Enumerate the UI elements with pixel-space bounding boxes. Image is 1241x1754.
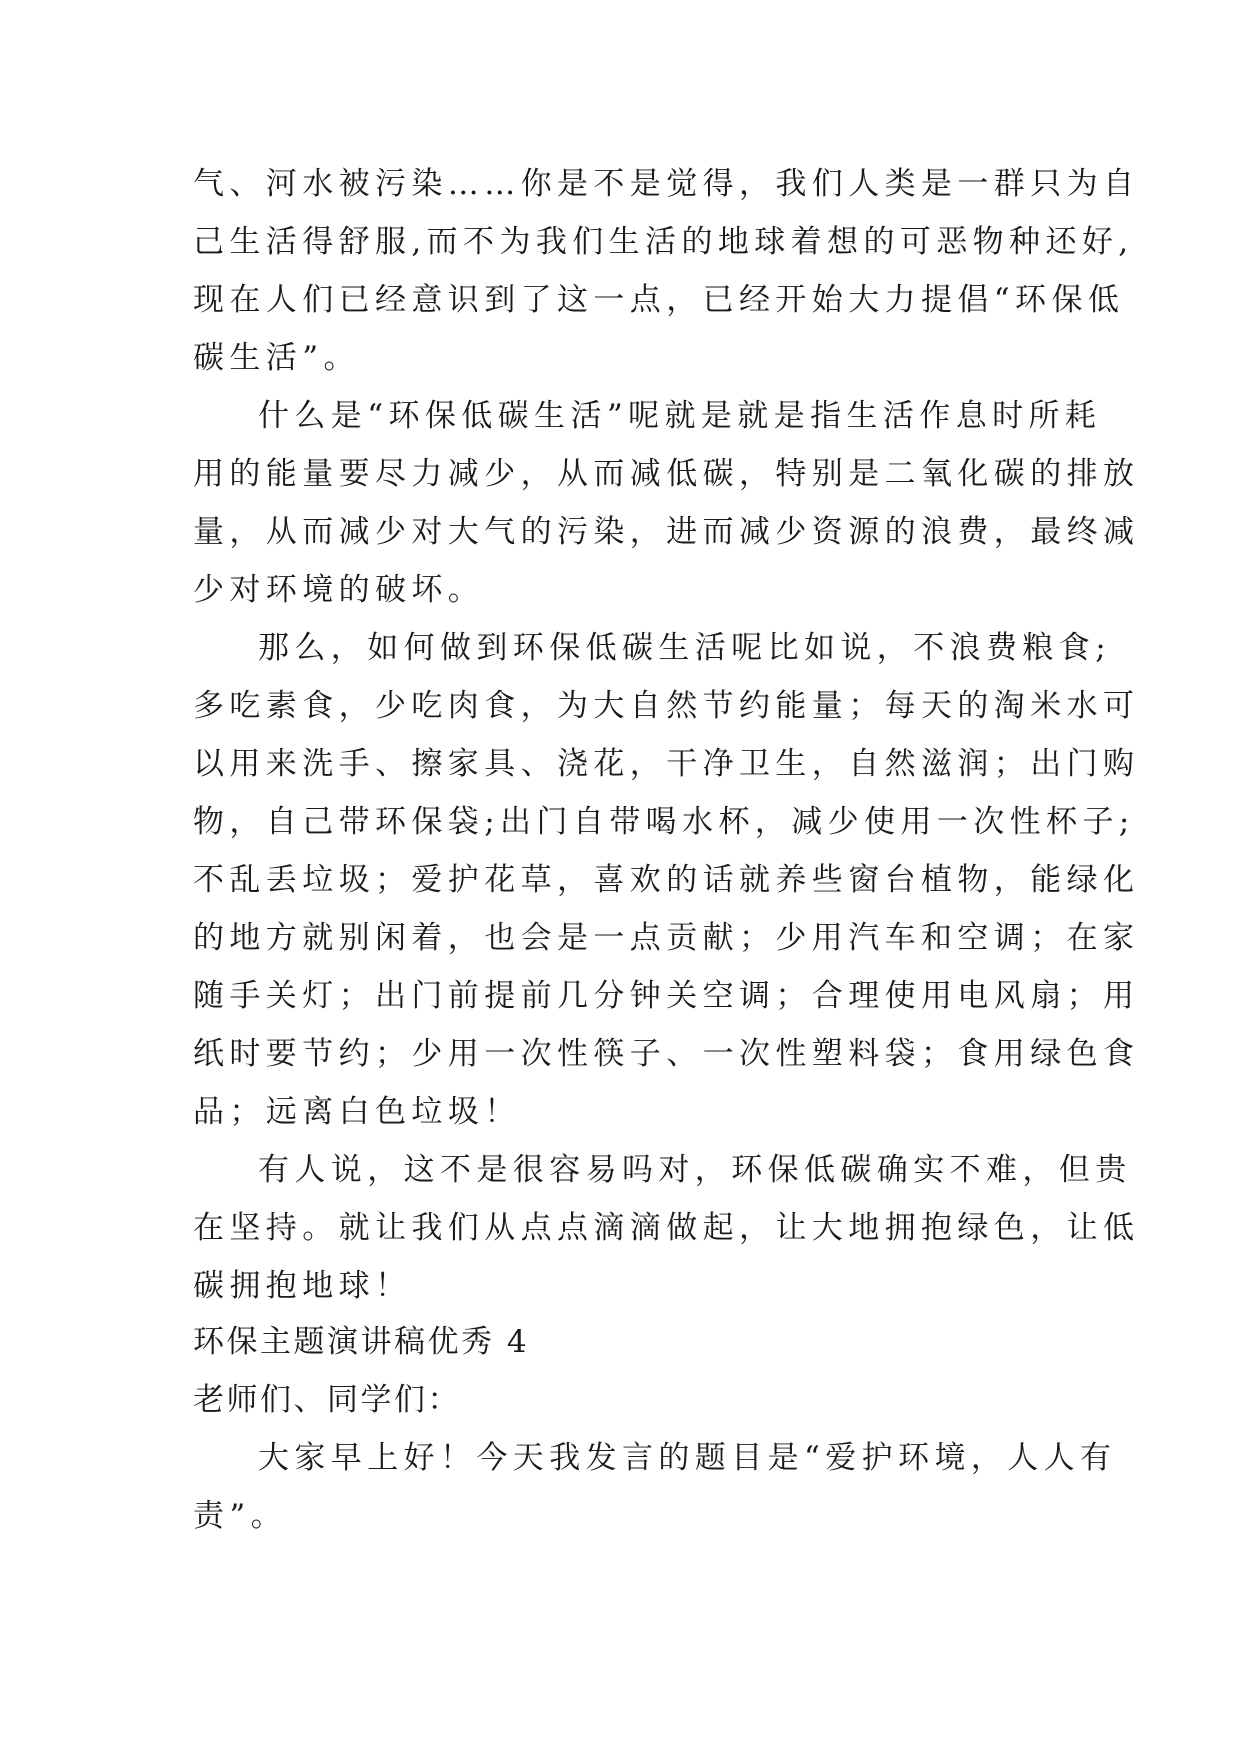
paragraph-line: 以用来洗手、擦家具、浇花，干净卫生，自然滋润；出门购 (193, 746, 1140, 782)
paragraph-line: 现在人们已经意识到了这一点，已经开始大力提倡“环保低 (193, 282, 1125, 318)
paragraph-line: 的地方就别闲着，也会是一点贡献；少用汽车和空调；在家 (193, 920, 1140, 956)
paragraph-line: 碳拥抱地球！ (193, 1268, 412, 1304)
salutation: 老师们、同学们： (193, 1382, 461, 1418)
paragraph-line: 随手关灯；出门前提前几分钟关空调；合理使用电风扇；用 (193, 978, 1140, 1014)
paragraph-line: 有人说，这不是很容易吗对，环保低碳确实不难，但贵 (258, 1152, 1132, 1188)
paragraph-line: 在坚持。就让我们从点点滴滴做起，让大地拥抱绿色，让低 (193, 1210, 1140, 1246)
paragraph-line: 大家早上好！今天我发言的题目是“爱护环境，人人有 (258, 1440, 1117, 1476)
paragraph-line: 己生活得舒服,而不为我们生活的地球着想的可恶物种还好, (193, 224, 1134, 260)
paragraph-line: 纸时要节约；少用一次性筷子、一次性塑料袋；食用绿色食 (193, 1036, 1140, 1072)
paragraph-line: 物，自己带环保袋;出门自带喝水杯，减少使用一次性杯子; (193, 804, 1135, 840)
paragraph-line: 责”。 (193, 1498, 288, 1534)
paragraph-line: 那么，如何做到环保低碳生活呢比如说，不浪费粮食; (258, 630, 1112, 666)
paragraph-line: 量，从而减少对大气的污染，进而减少资源的浪费，最终减 (193, 514, 1140, 550)
section-heading: 环保主题演讲稿优秀 4 (193, 1324, 530, 1360)
paragraph-line: 不乱丢垃圾；爱护花草，喜欢的话就养些窗台植物，能绿化 (193, 862, 1140, 898)
paragraph-line: 碳生活”。 (193, 340, 360, 376)
paragraph-line: 品；远离白色垃圾！ (193, 1094, 521, 1130)
paragraph-line: 气、河水被污染……你是不是觉得，我们人类是一群只为自 (193, 166, 1140, 202)
paragraph-line: 什么是“环保低碳生活”呢就是就是指生活作息时所耗 (258, 398, 1102, 434)
paragraph-line: 多吃素食，少吃肉食，为大自然节约能量；每天的淘米水可 (193, 688, 1140, 724)
paragraph-line: 用的能量要尽力减少，从而减低碳，特别是二氧化碳的排放 (193, 456, 1140, 492)
paragraph-line: 少对环境的破坏。 (193, 572, 485, 608)
